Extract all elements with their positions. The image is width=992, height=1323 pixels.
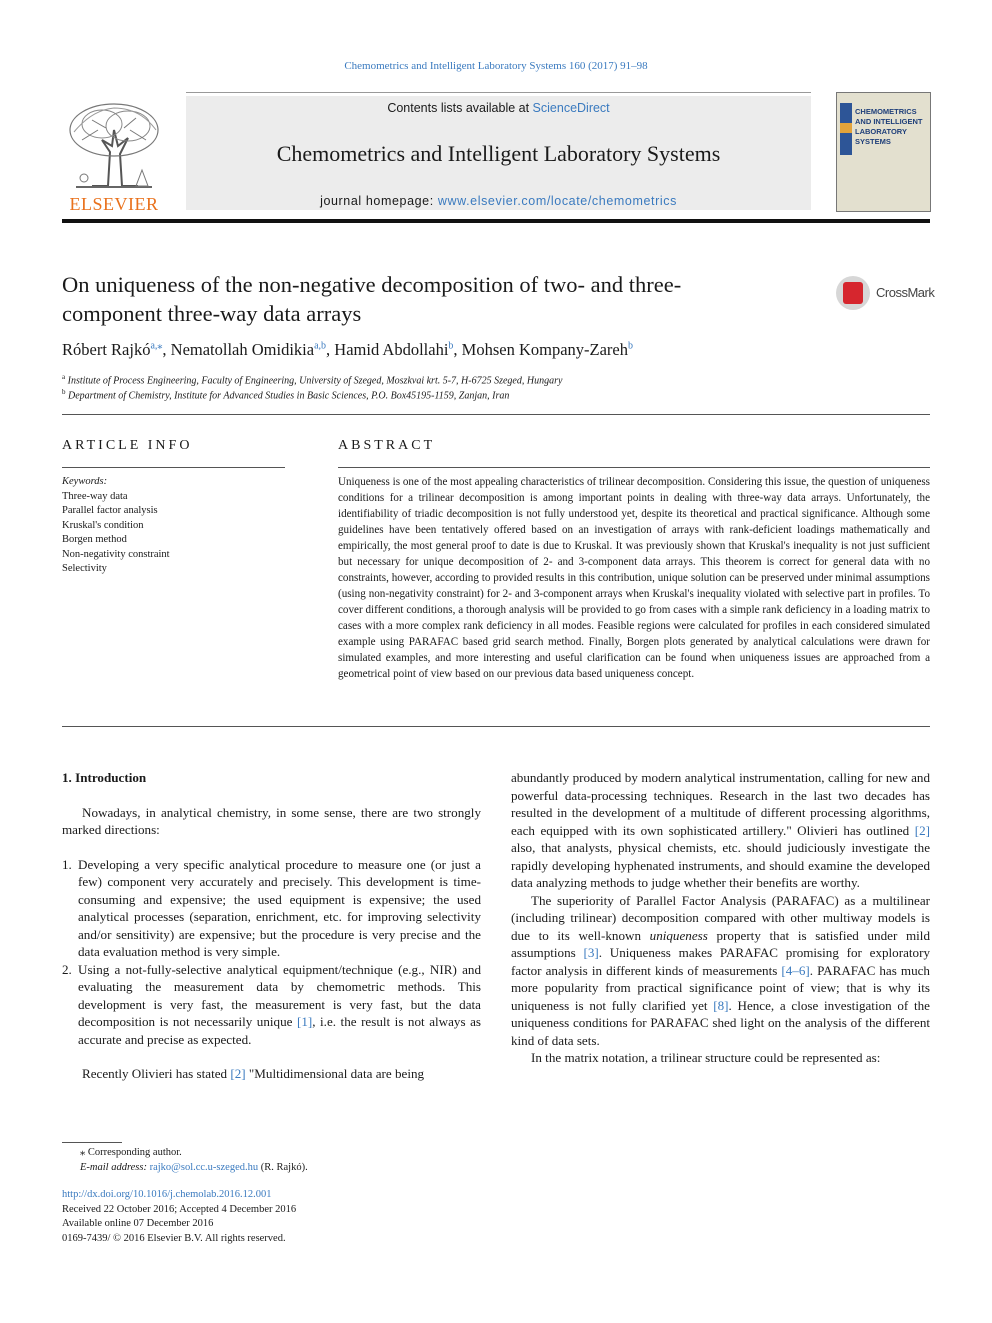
journal-citation[interactable]: Chemometrics and Intelligent Laboratory Systems 160 (2017) 91–98 [344,60,648,72]
intro-paragraph-3: abundantly produced by modern analytical instrumentation, calling for new and powerful data-processing techniques. Research in the last two decades has resulted in the development of a multitude of different processing algorithms, each equipped with its own sophisticated artillery." Olivieri has outlined [2] also, that analysts, physical chemists, etc. should judiciously investigate the rapidly developing hyphenated instruments, and should examine the developed data analyzing methods to judge whether their benefits are worthy. [511,770,930,890]
cover-accent-strip [840,123,852,133]
author-affiliation-mark[interactable]: b [448,340,454,352]
reference-link[interactable]: [8] [713,997,729,1013]
right-column [511,769,930,1067]
elsevier-wordmark: ELSEVIER [69,194,159,214]
left-column [62,769,481,1083]
affiliation-b: $^b$ Department of Chemistry, Institute for Advanced Studies in Basic Sciences, P.O. Box45195-1159, Zanjan, Iran [62,388,510,402]
intro-paragraph-4: The superiority of Parallel Factor Analysis (PARAFAC) as a multilinear (including trilinear) decomposition compared with other multiway models is due to its well-known uniqueness property that is satisfied under mild assumptions [3]. Uniqueness makes PARAFAC promising for exploratory factor analysis in different kinds of measurements [4–6]. PARAFAC has much more popularity from practical significance point of view; that is why its uniqueness is not fully clarified yet [8]. Hence, a close investigation of the uniqueness conditions for PARAFAC shed light on the analysis of the different kind of data sets. [511,892,930,1048]
available-online-date: Available online 07 December 2016 [62,1218,214,1229]
received-dates: Received 22 October 2016; Accepted 4 December 2016 [62,1203,297,1215]
journal-title: Chemometrics and Intelligent Laboratory Systems [276,141,721,166]
author-affiliation-mark[interactable]: a,⁎ [150,340,163,352]
abstract-rule [338,467,930,468]
intro-paragraph-2: Recently Olivieri has stated [2] "Multidimensional data are being [82,1066,425,1081]
footnotes [62,1146,308,1246]
keywords-title: Keywords: [62,476,108,487]
author[interactable]: Nematollah Omidikia [170,340,315,359]
author-affiliation-mark[interactable]: b [628,340,634,352]
intro-paragraph-5: In the matrix notation, a trilinear structure could be represented as: [531,1050,881,1065]
author[interactable]: Róbert Rajkó [62,340,151,359]
affiliation-a: $^a$ Institute of Process Engineering, Faculty of Engineering, University of Szeged, Moszkvai krt. 5-7, H-6725 Szeged, Hungary [62,373,563,387]
contents-available-line: Contents lists available at ScienceDirect [387,101,610,115]
keyword: Selectivity [62,563,107,574]
keyword: Non-negativity constraint [62,548,170,560]
keyword: Three-way data [62,490,128,502]
article-info-rule [62,467,285,468]
section-heading-introduction: 1. Introduction [62,770,147,785]
abstract-text: Uniqueness is one of the most appealing characteristics of trilinear decomposition. Considering this issue, the question of uniqueness conditions for a trilinear decomposition is among important points in dealing with three-way data arrays. Unfortunately, the identifiability of triadic decomposition is not fully understood yet, despite its theoretical and practical significance. Although some guidelines have been tentatively offered based on an investigation of arrays with rank-deficient loadings mathematically and empirically, the most general proof to date is due to Kruskal. It was previously shown that Kruskal's inequality is not just sufficient but necessary for unique decomposition of 2- and 3-component data arrays. This theorem is correct for general data with no constraints, however, according to provided results in this contribution, unique solution can be preserved under minimal assumptions (using non-negativity constraint) for 2- and 3-component arrays when Kruskal's inequality violated with selective part in profiles. To cover different conditions, a thorough analysis will be provided to go from cases with a simple rank deficiency in a loading matrix to cases with a more complex rank deficiency in all modes. Feasible regions were calculated for profiles in each considered simulated example using PARAFAC based grid search method. Finally, Borgen plots generated by analytical calculations were drawn for simulated examples, and more interesting and useful clarification can be found when uniqueness issues are approached from a geometrical point of view based on our previous data based uniqueness concept. [338,476,930,680]
article-info-heading: ARTICLE INFO [62,438,193,453]
keyword: Parallel factor analysis [62,505,158,516]
reference-link[interactable]: [4–6] [781,962,810,978]
doi-link[interactable]: http://dx.doi.org/10.1016/j.chemolab.2016.12.001 [62,1189,272,1200]
author[interactable]: Hamid Abdollahi [334,340,449,359]
journal-homepage-link[interactable]: www.elsevier.com/locate/chemometrics [437,194,677,208]
sciencedirect-link[interactable]: ScienceDirect [532,101,610,115]
crossmark-bookmark-icon [843,282,863,304]
email-link[interactable]: rajko@sol.cc.u-szeged.hu [149,1161,259,1173]
article-title: On uniqueness of the non-negative decomposition of two- and three- component three-way data arrays [62,272,682,326]
header-top-rule [186,92,811,93]
journal-homepage-line: journal homepage: www.elsevier.com/locate/chemometrics [320,194,677,208]
journal-cover-thumbnail[interactable] [836,92,931,212]
crossmark-label: CrossMark [876,285,935,300]
keyword: Kruskal's condition [62,519,144,531]
author-list: Róbert Rajkó$^{a,⁎}$, Nematollah Omidikia$^{a,b}$, Hamid Abdollahi$^b$, Mohsen Kompany-Zareh$^b$ [62,340,634,359]
header-bottom-rule [62,219,930,223]
affiliation-divider [62,414,930,415]
reference-link[interactable]: [3] [583,945,599,960]
list-item-2: 2. Using a not-fully-selective analytical equipment/technique (e.g., NIR) and evaluating the measurement data by chemometric methods. This development is very fast, the measurement is very fast, but the data decomposition is not necessarily unique [1], i.e. the result is not always as accurate and precise as expected. [62,961,481,1047]
abstract-bottom-divider [62,726,930,727]
corresponding-author-note: ⁎ Corresponding author. [80,1147,182,1158]
list-item-1: 1. Developing a very specific analytical procedure to measure one (or just a few) component very accurately and precisely. This development is time-consuming and expensive; the used equipment is expensive; the used analytical processes (separation, enrichment, etc. for improving selectivity and/or sensitivity) are expensive; but the procedure is very precise and the data evaluation method is very simple. [62,856,481,959]
author[interactable]: Mohsen Kompany-Zareh [461,340,629,359]
reference-link[interactable]: [1] [296,1014,313,1029]
cover-title: CHEMOMETRICS AND INTELLIGENT LABORATORY SYSTEMS [855,107,923,146]
email-note: E-mail address: rajko@sol.cc.u-szeged.hu (R. Rajkó). [80,1161,308,1173]
reference-link[interactable]: [2] [230,1066,246,1081]
reference-link[interactable]: [2] [914,822,930,838]
author-affiliation-mark[interactable]: a,b [314,340,327,352]
intro-paragraph-1: Nowadays, in analytical chemistry, in some sense, there are two strongly marked directions: [62,804,481,837]
keywords-block [62,475,170,577]
copyright-notice: 0169-7439/ © 2016 Elsevier B.V. All rights reserved. [62,1232,286,1244]
footnote-rule [62,1142,122,1143]
crossmark-badge[interactable] [836,276,935,312]
keyword: Borgen method [62,534,127,545]
abstract-heading: ABSTRACT [338,438,436,453]
